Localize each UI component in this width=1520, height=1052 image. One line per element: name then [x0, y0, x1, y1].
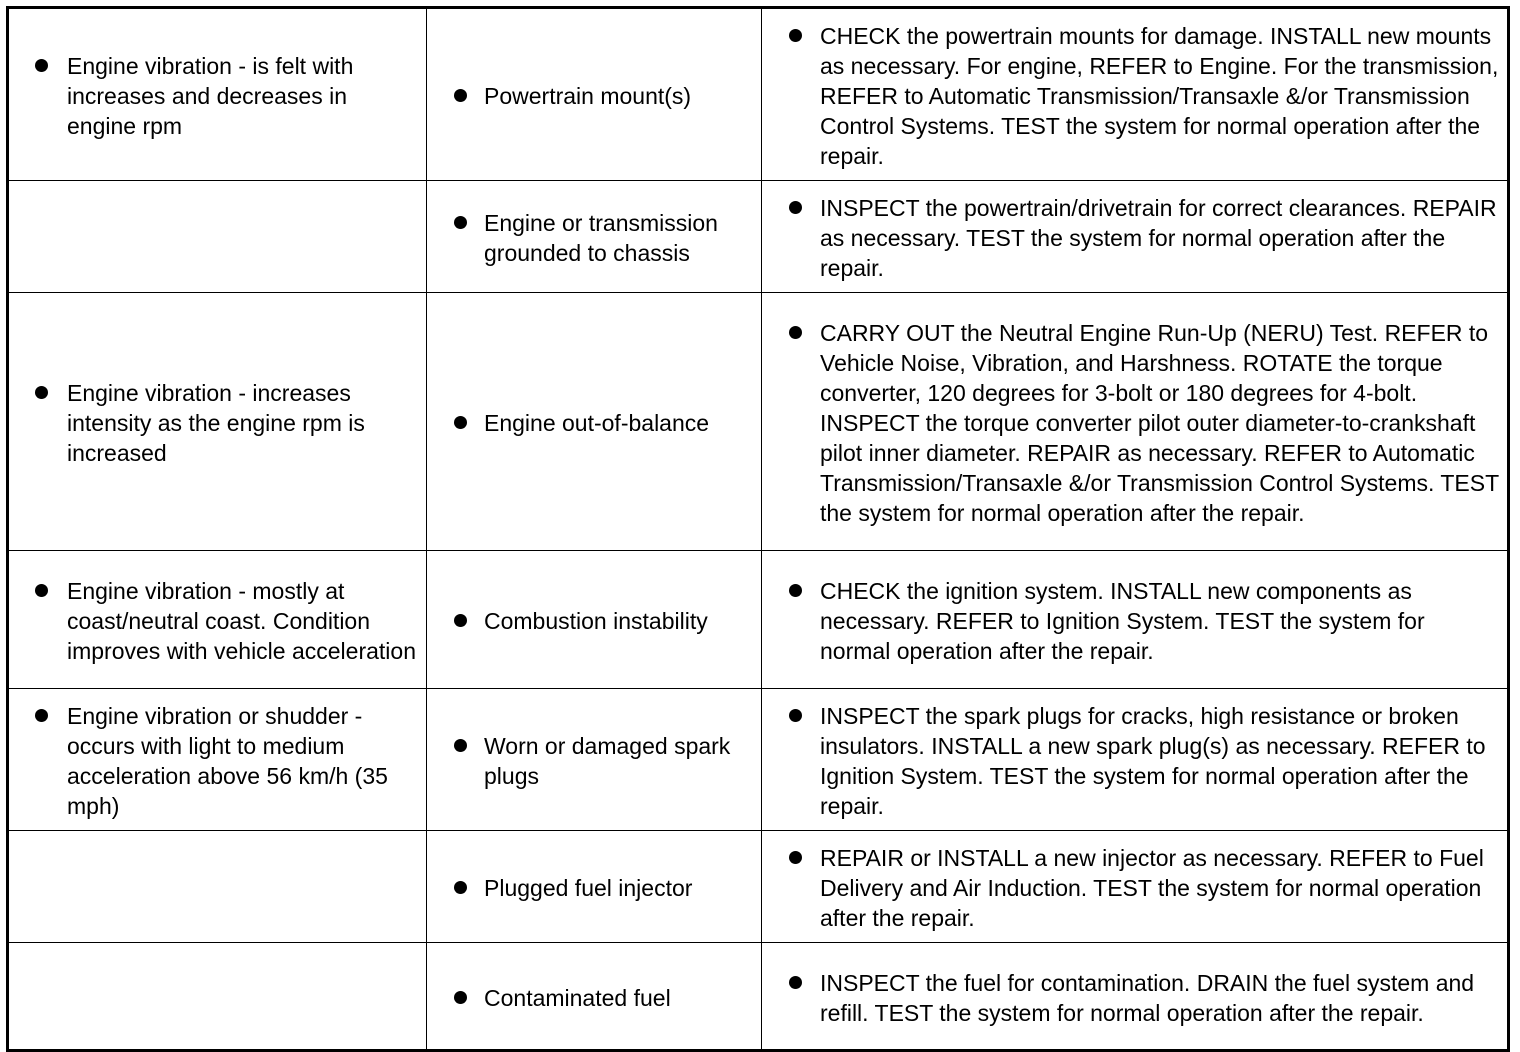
action-text: INSPECT the spark plugs for cracks, high resistance or broken insulators. INSTALL a new spark plug(s) as necessary. REFER to Ignition System. TEST the system for normal operation after the repair. [820, 703, 1486, 819]
action-text: CHECK the powertrain mounts for damage. INSTALL new mounts as necessary. For engine, REFER to Engine. For the transmission, REFER to Automatic Transmission/Transaxle &/or Transmission Control Systems. TEST the system for normal operation after the repair. [820, 23, 1499, 169]
source-cell [427, 8, 762, 181]
table-row [8, 181, 1509, 293]
condition-cell [8, 181, 427, 293]
bullet-icon [454, 881, 467, 894]
condition-cell [8, 8, 427, 181]
source-text: Contaminated fuel [484, 984, 671, 1011]
condition-text: Engine vibration - increases intensity as the engine rpm is increased [67, 380, 365, 466]
table-row [8, 293, 1509, 551]
action-text: REPAIR or INSTALL a new injector as necessary. REFER to Fuel Delivery and Air Induction. TEST the system for normal operation after the repair. [820, 845, 1484, 931]
source-cell [427, 181, 762, 293]
bullet-icon [789, 201, 802, 214]
table-row [8, 831, 1509, 943]
table-row [8, 943, 1509, 1051]
source-cell [427, 551, 762, 689]
table-row [8, 689, 1509, 831]
action-cell [762, 293, 1509, 551]
bullet-icon [454, 991, 467, 1004]
diagnostic-table [6, 6, 1510, 1052]
bullet-icon [35, 584, 48, 597]
action-text: INSPECT the fuel for contamination. DRAIN the fuel system and refill. TEST the system for normal operation after the repair. [820, 969, 1475, 1026]
action-cell [762, 689, 1509, 831]
condition-text: Engine vibration - is felt with increases and decreases in engine rpm [67, 53, 354, 139]
source-text: Combustion instability [484, 608, 708, 634]
bullet-icon [789, 584, 802, 597]
action-text: INSPECT the powertrain/drivetrain for correct clearances. REPAIR as necessary. TEST the system for normal operation after the repair. [820, 195, 1497, 281]
action-cell [762, 8, 1509, 181]
action-cell [762, 943, 1509, 1051]
condition-text: Engine vibration or shudder - occurs with light to medium acceleration above 56 km/h (35 mph) [67, 703, 388, 819]
condition-text: Engine vibration - mostly at coast/neutral coast. Condition improves with vehicle acceleration [67, 578, 416, 664]
source-cell [427, 689, 762, 831]
bullet-icon [454, 89, 467, 102]
source-cell [427, 293, 762, 551]
source-text: Engine out-of-balance [484, 410, 710, 436]
source-text: Engine or transmission grounded to chassis [484, 210, 718, 266]
condition-cell [8, 551, 427, 689]
bullet-icon [454, 416, 467, 429]
bullet-icon [789, 326, 802, 339]
source-cell [427, 943, 762, 1051]
bullet-icon [789, 709, 802, 722]
condition-cell [8, 831, 427, 943]
action-cell [762, 551, 1509, 689]
action-text: CARRY OUT the Neutral Engine Run-Up (NERU) Test. REFER to Vehicle Noise, Vibration, and Harshness. ROTATE the torque converter, 120 degrees for 3-bolt or 180 degrees for 4-bolt. INSPECT the torque converter pilot outer diameter-to-crankshaft pilot inner diameter. REPAIR as necessary. REFER to Automatic Transmission/Transaxle &/or Transmission Control Systems. TEST the system for normal operation after the repair. [820, 320, 1499, 526]
bullet-icon [454, 216, 467, 229]
bullet-icon [35, 386, 48, 399]
bullet-icon [454, 739, 467, 752]
action-cell [762, 831, 1509, 943]
bullet-icon [35, 709, 48, 722]
source-cell [427, 831, 762, 943]
table-row [8, 8, 1509, 181]
bullet-icon [454, 614, 467, 627]
action-text: CHECK the ignition system. INSTALL new components as necessary. REFER to Ignition System. TEST the system for normal operation after the repair. [820, 578, 1425, 664]
bullet-icon [789, 29, 802, 42]
table-row [8, 551, 1509, 689]
bullet-icon [35, 59, 48, 72]
condition-cell [8, 689, 427, 831]
bullet-icon [789, 976, 802, 989]
action-cell [762, 181, 1509, 293]
condition-cell [8, 943, 427, 1051]
source-text: Worn or damaged spark plugs [484, 733, 731, 789]
source-text: Powertrain mount(s) [484, 83, 692, 109]
condition-cell [8, 293, 427, 551]
source-text: Plugged fuel injector [484, 875, 693, 901]
bullet-icon [789, 851, 802, 864]
